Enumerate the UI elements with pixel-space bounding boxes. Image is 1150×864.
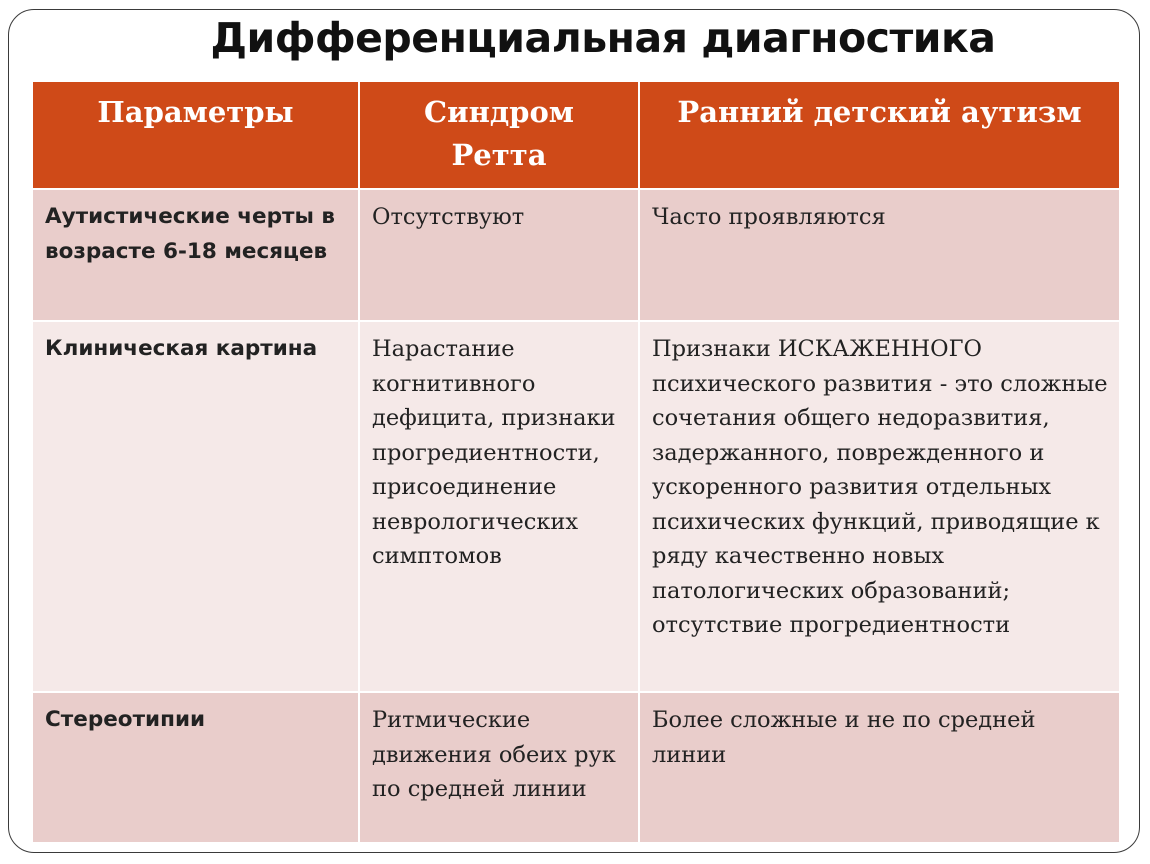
row-param-cell: Стереотипии [32, 692, 359, 843]
table-row [32, 692, 1120, 843]
header-early-autism: Ранний детский аутизм [639, 81, 1120, 189]
row-rett-cell: Ритмические движения обеих рук по средней линии [359, 692, 639, 843]
row-autism-cell: Часто проявляются [639, 189, 1120, 321]
table-header-row [32, 81, 1120, 189]
row-param-cell: Клиническая картина [32, 321, 359, 692]
row-rett-cell: Нарастание когнитивного дефицита, признаки прогредиентности, присоединение неврологических симптомов [359, 321, 639, 692]
row-rett-cell: Отсутствуют [359, 189, 639, 321]
row-param-cell: Аутистические черты в возрасте 6-18 месяцев [32, 189, 359, 321]
row-autism-cell: Более сложные и не по средней линии [639, 692, 1120, 843]
row-autism-cell: Признаки ИСКАЖЕННОГО психического развития - это сложные сочетания общего недоразвития, задержанного, поврежденного и ускоренного развития отдельных психических функций, приводящие к ряду качественно новых патологических образований; отсутствие прогредиентности [639, 321, 1120, 692]
header-parameters: Параметры [32, 81, 359, 189]
differential-diagnosis-table [31, 80, 1121, 844]
header-rett-syndrome: Синдром Ретта [359, 81, 639, 189]
table-row [32, 189, 1120, 321]
slide-title: Дифференциальная диагностика [210, 14, 996, 62]
table-row [32, 321, 1120, 692]
